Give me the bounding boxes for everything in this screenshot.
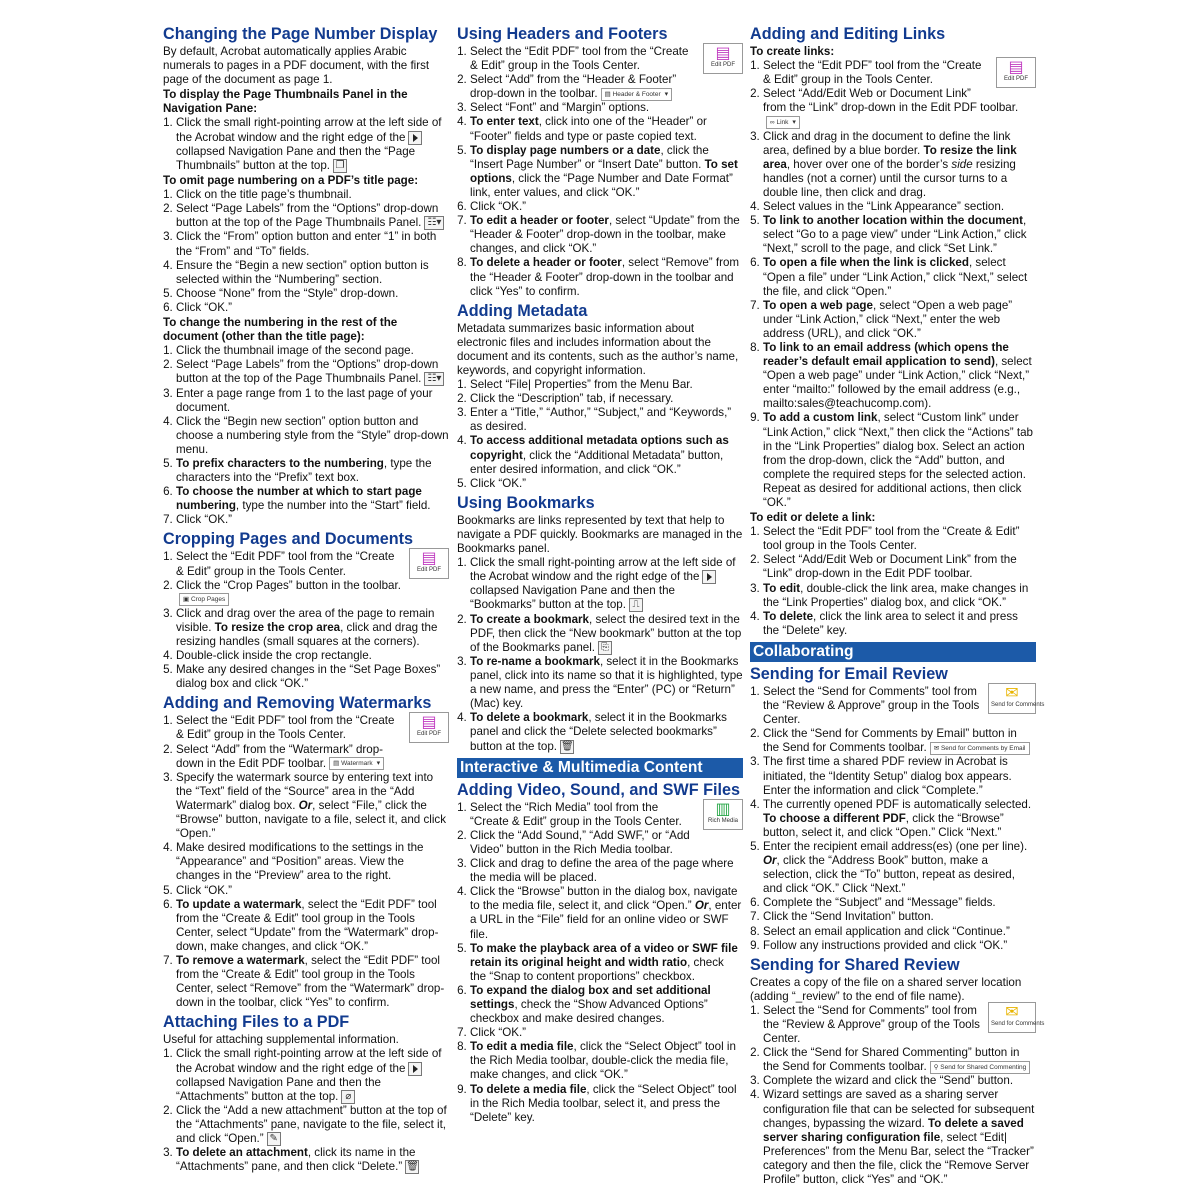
- section-title: Using Bookmarks: [457, 493, 595, 512]
- list-item: 4. To access additional metadata options such as copyright, click the “Additional Metadata” button, enter desired information, and click “OK.”: [470, 434, 743, 476]
- list-item: 2. Select “Add” from the “Watermark” drop-down in the Edit PDF toolbar. ▤ Watermark ▾: [176, 743, 449, 771]
- section-email-review: [750, 664, 1045, 953]
- section-bar-collaborating: Collaborating: [750, 642, 1036, 662]
- list-item: 4. Select values in the “Link Appearance” section.: [763, 200, 1036, 214]
- list-item: 6. Click “OK.”: [470, 200, 743, 214]
- watermark-dropdown-icon: ▤ Watermark ▾: [329, 757, 384, 770]
- list-item: 9. To delete a media file, click the “Select Object” tool in the Rich Media toolbar, select it, and press the “Delete” key.: [470, 1083, 743, 1125]
- section-title: Sending for Shared Review: [750, 955, 960, 974]
- bookmark-icon: ⎍: [629, 598, 643, 612]
- section-title: Adding and Removing Watermarks: [163, 694, 432, 713]
- steps-list: [457, 556, 743, 754]
- section-title: Sending for Email Review: [750, 664, 948, 683]
- list-item: 2. To create a bookmark, select the desired text in the PDF, then click the “New bookmark” button at the top of the Bookmarks panel. ⎘: [470, 613, 743, 655]
- section-bar-interactive: Interactive & Multimedia Content: [457, 758, 743, 778]
- edit-pdf-icon: 1. ▤ Edit PDF: [996, 57, 1036, 88]
- list-item: 1. ▤ Edit PDF Select the “Edit PDF” tool from the “Create & Edit” group in the Tools Center.: [176, 714, 449, 742]
- list-item: 2. Click the “Add Sound,” “Add SWF,” or “Add Video” button in the Rich Media toolbar.: [470, 829, 743, 857]
- list-item: 8. To edit a media file, click the “Select Object” tool in the Rich Media toolbar, double-click the media file, make changes, and click “OK.”: [470, 1040, 743, 1082]
- list-item: 3. Select “Font” and “Margin” options.: [470, 101, 743, 115]
- section-shared-review: [750, 955, 1045, 1187]
- steps-list: [163, 344, 449, 527]
- rich-media-icon: 1. ▥ Rich Media: [703, 799, 743, 830]
- column-3: [750, 22, 1045, 1187]
- list-item: 7. To edit a header or footer, select “Update” from the “Header & Footer” drop-down in the toolbar, make changes, and click “OK.”: [470, 214, 743, 256]
- list-item: 2. Select “Add/Edit Web or Document Link” from the “Link” drop-down in the Edit PDF toolbar.∞ Link ▾: [763, 87, 1036, 129]
- list-item: 2. Select “Add” from the “Header & Footer” drop-down in the toolbar. ▤ Header & Footer ▾: [470, 73, 743, 101]
- paragraph: By default, Acrobat automatically applies Arabic numerals to pages in a PDF document, with the first page of the document as page 1.: [163, 45, 430, 87]
- paragraph: Metadata summarizes basic information about electronic files and includes information about the document and its contents, such as the author’s name, keywords, and copyright information.: [457, 321, 739, 377]
- list-item: 3. To re-name a bookmark, select it in the Bookmarks panel, click into its name so that it is highlighted, type a new name, and press the “Enter” (PC) or “Return” (Mac) key.: [470, 655, 743, 711]
- list-item: 2. Select “Page Labels” from the “Options” drop-down button at the top of the Page Thumbnails Panel. ☷▾: [176, 358, 449, 386]
- subheading: To edit or delete a link:: [750, 511, 876, 525]
- page-thumbnails-icon: ❐: [333, 159, 347, 173]
- list-item: 1. Select “File| Properties” from the Menu Bar.: [470, 378, 743, 392]
- list-item: 1. Click the small right-pointing arrow at the left side of the Acrobat window and the right edge of the collapsed Navigation Pane and then the “Page Thumbnails” button at the top. ❐: [176, 116, 449, 173]
- list-item: 5. Choose “None” from the “Style” drop-down.: [176, 287, 449, 301]
- section-bookmarks: [457, 494, 743, 754]
- list-item: 1. Click the small right-pointing arrow at the left side of the Acrobat window and the right edge of the collapsed Navigation Pane and then the “Bookmarks” button at the top. ⎍: [470, 556, 743, 613]
- list-item: 3. Specify the watermark source by entering text into the “Text” field of the “Source” area in the “Add Watermark” dialog box. Or, select “File,” click the “Browse” button, navigate to a file, select it, and click “Open.”: [176, 771, 449, 841]
- steps-list: [163, 1047, 449, 1174]
- section-title: Using Headers and Footers: [457, 25, 668, 43]
- list-item: 8. To delete a header or footer, select “Remove” from the “Header & Footer” drop-down in the toolbar and click “Yes” to confirm.: [470, 256, 743, 298]
- trash-icon: 🗑: [561, 740, 574, 752]
- list-item: 4. Double-click inside the crop rectangle.: [176, 649, 449, 663]
- steps-list: [163, 714, 449, 1010]
- send-for-comments-icon: 1. ✉ Send for Comments: [988, 683, 1036, 714]
- section-title: Adding Metadata: [457, 301, 588, 320]
- paperclip-icon: ⌀: [341, 1090, 355, 1104]
- steps-list: [750, 684, 1045, 953]
- steps-list: [163, 550, 449, 691]
- list-item: 4. Click the “Begin new section” option button and choose a numbering style from the “Style” drop-down menu.: [176, 415, 449, 457]
- list-item: 5. Click “OK.”: [470, 477, 743, 491]
- paragraph: Bookmarks are links represented by text that help to navigate a PDF quickly. Bookmarks are managed in the Bookmarks panel.: [457, 513, 743, 555]
- steps-list: [457, 378, 743, 491]
- column-1: [163, 22, 449, 1175]
- list-item: 7. Click the “Send Invitation” button.: [763, 910, 1036, 924]
- steps-list: [163, 188, 449, 315]
- section-media: [457, 781, 743, 1125]
- list-item: 3. Enter a page range from 1 to the last page of your document.: [176, 387, 449, 415]
- send-for-comments-by-email-icon: ✉ Send for Comments by Email: [930, 742, 1030, 755]
- list-item: 2. Click the “Description” tab, if necessary.: [470, 392, 743, 406]
- list-item: 3. Click the “From” option button and enter “1” in both the “From” and “To” fields.: [176, 230, 449, 258]
- list-item: 4. To delete a bookmark, select it in the Bookmarks panel and click the “Delete selected bookmarks” button at the top. 🗑: [470, 711, 743, 753]
- list-item: 6. To expand the dialog box and set additional settings, check the “Show Advanced Options” checkbox and make desired changes.: [470, 984, 743, 1026]
- list-item: 9. To add a custom link, select “Custom link” under “Link Action,” click “Next,” then click the “Actions” tab in the “Link Properties” dialog box. Select an action from the drop-down, click the “Add” button, and complete the required steps for the selected action. Repeat as desired for additional actions, then click “OK.”: [763, 411, 1036, 510]
- list-item: 1. ✉ Send for Comments Select the “Send for Comments” tool from the “Review & Approve” group in the Tools Center.: [763, 685, 1036, 727]
- edit-pdf-icon: 1. ▤ Edit PDF: [703, 43, 743, 74]
- subheading: To change the numbering in the rest of the document (other than the title page):: [163, 315, 398, 344]
- paragraph: Creates a copy of the file on a shared server location (adding “_review” to the end of file name).: [750, 975, 1022, 1003]
- list-item: 7. Click “OK.”: [470, 1026, 743, 1040]
- list-item: 8. To link to an email address (which opens the reader’s default email application to send), select “Open a web page” under “Link Action,” click “Next,” enter “mailto:” followed by the email address (e.g., mailto:sales@teachucomp.com).: [763, 341, 1036, 411]
- add-attachment-icon: ✎: [267, 1132, 281, 1146]
- list-item: 6. To open a file when the link is clicked, select “Open a file” under “Link Action,” click “Next,” select the file, and click “Open.”: [763, 256, 1036, 298]
- list-item: 4. To enter text, click into one of the “Header” or “Footer” fields and type or paste copied text.: [470, 115, 743, 143]
- link-dropdown-icon: ∞ Link ▾: [766, 116, 800, 129]
- list-item: 1. Select the “Edit PDF” tool from the “Create & Edit” tool group in the Tools Center.: [763, 525, 1036, 553]
- list-item: 2. Click the “Send for Comments by Email” button in the Send for Comments toolbar. ✉ Send for Comments by Email: [763, 727, 1036, 755]
- list-item: 9. Follow any instructions provided and click “OK.”: [763, 939, 1036, 953]
- list-item: 4. Make desired modifications to the settings in the “Appearance” and “Position” areas. View the changes in the “Preview” area to the right.: [176, 841, 449, 883]
- list-item: 1. ▤ Edit PDF Select the “Edit PDF” tool from the “Create & Edit” group in the Tools Center.: [176, 550, 449, 578]
- edit-pdf-icon: 1. ▤ Edit PDF: [409, 548, 449, 579]
- steps-list: [750, 59, 1036, 510]
- send-for-shared-commenting-icon: ⚲ Send for Shared Commenting: [930, 1061, 1031, 1074]
- list-item: 1. ▤ Edit PDF Select the “Edit PDF” tool from the “Create & Edit” group in the Tools Center.: [470, 45, 743, 73]
- section-links: [750, 25, 1036, 638]
- section-title: Adding and Editing Links: [750, 25, 946, 43]
- list-item: 4. Wizard settings are saved as a sharing server configuration file that can be selected for subsequent changes, bypassing the wizard. To delete a saved server sharing configuration file, select “Edit| Preferences” from the Menu Bar, select the “Tracker” category and then the file, click the “Remove Server Profile” button, click “Yes” and “OK.”: [763, 1088, 1036, 1187]
- list-item: 1. ▤ Edit PDF Select the “Edit PDF” tool from the “Create & Edit” group in the Tools Center.: [763, 59, 1036, 87]
- list-item: 4. To delete, click the link area to select it and press the “Delete” key.: [763, 610, 1036, 638]
- steps-list: [457, 801, 743, 1125]
- section-title: Cropping Pages and Documents: [163, 530, 414, 549]
- list-item: 6. To choose the number at which to start page numbering, type the number into the “Start” field.: [176, 485, 449, 513]
- list-item: 3. Click and drag over the area of the page to remain visible. To resize the crop area, click and drag the resizing handles (small squares at the corners).: [176, 607, 449, 649]
- list-item: 1. Click the small right-pointing arrow at the left side of the Acrobat window and the right edge of the collapsed Navigation Pane and then the “Attachments” button at the top. ⌀: [176, 1047, 449, 1104]
- expand-arrow-icon: [408, 1062, 422, 1076]
- subheading: To omit page numbering on a PDF’s title page:: [163, 173, 419, 187]
- list-item: 5. Make any desired changes in the “Set Page Boxes” dialog box and click “OK.”: [176, 663, 449, 691]
- list-item: 4. Ensure the “Begin a new section” option button is selected within the “Numbering” section.: [176, 259, 449, 287]
- trash-icon: 🗑: [406, 1161, 419, 1173]
- list-item: 5. To display page numbers or a date, click the “Insert Page Number” or “Insert Date” button. To set options, click the “Page Number and Date Format” link, enter values, and click “OK.”: [470, 144, 743, 200]
- list-item: 8. Select an email application and click “Continue.”: [763, 925, 1036, 939]
- subheading: To display the Page Thumbnails Panel in the Navigation Pane:: [163, 88, 408, 116]
- crop-pages-icon: ▣ Crop Pages: [179, 593, 229, 606]
- edit-pdf-icon: 1. ▤ Edit PDF: [409, 712, 449, 743]
- steps-list: [163, 116, 449, 173]
- list-item: 3. Click and drag in the document to define the link area, defined by a blue border. To resize the link area, hover over one of the border’s side resizing handles (not a corner) until the cursor turns to a double line, then click and drag.: [763, 130, 1036, 200]
- list-item: 5. Click “OK.”: [176, 884, 449, 898]
- steps-list: [750, 525, 1036, 638]
- list-item: 2. Click the “Add a new attachment” button at the top of the “Attachments” pane, navigate to the file, select it, and click “Open.” ✎: [176, 1104, 449, 1146]
- header-footer-dropdown-icon: ▤ Header & Footer ▾: [601, 88, 673, 101]
- list-item: 1. ✉ Send for Comments Select the “Send for Comments” tool from the “Review & Approve” group of the Tools Center.: [763, 1004, 1036, 1046]
- list-item: 3. Complete the wizard and click the “Send” button.: [763, 1074, 1036, 1088]
- steps-list: [750, 1003, 1045, 1187]
- list-item: 3. To delete an attachment, click its name in the “Attachments” pane, and then click “Delete.” 🗑: [176, 1146, 449, 1174]
- list-item: 4. The currently opened PDF is automatically selected. To choose a different PDF, click the “Browse” button, select it, and click “Open.” Click “Next.”: [763, 798, 1036, 840]
- section-headers-footers: [457, 25, 743, 299]
- section-title: Changing the Page Number Display: [163, 25, 438, 43]
- section-metadata: [457, 302, 743, 491]
- list-item: 5. To prefix characters to the numbering, type the characters into the “Prefix” text box.: [176, 457, 449, 485]
- section-attachments: [163, 1013, 449, 1174]
- list-item: 5. To link to another location within the document, select “Go to a page view” under “Link Action,” click “Next,” scroll to the page, and click “Set Link.”: [763, 214, 1036, 256]
- section-page-number: [163, 25, 449, 527]
- section-watermarks: [163, 694, 449, 1010]
- list-item: 7. To remove a watermark, select the “Edit PDF” tool from the “Create & Edit” tool group in the Tools Center, select “Remove” from the “Watermark” drop-down in the toolbar, click “Yes” to confirm.: [176, 954, 449, 1010]
- list-item: 3. Click and drag to define the area of the page where the media will be placed.: [470, 857, 743, 885]
- subheading: To create links:: [750, 45, 835, 58]
- list-item: 2. Click the “Send for Shared Commenting” button in the Send for Comments toolbar. ⚲ Send for Shared Commenting: [763, 1046, 1036, 1074]
- new-bookmark-icon: ⎘: [598, 641, 612, 655]
- list-item: 3. To edit, double-click the link area, make changes in the “Link Properties” dialog box, and click “OK.”: [763, 582, 1036, 610]
- options-dropdown-icon: ☷▾: [424, 216, 444, 230]
- list-item: 2. Select “Add/Edit Web or Document Link” from the “Link” drop-down in the Edit PDF toolbar.: [763, 553, 1036, 581]
- list-item: 1. Click the thumbnail image of the second page.: [176, 344, 449, 358]
- section-title: Adding Video, Sound, and SWF Files: [457, 780, 740, 799]
- steps-list: [457, 45, 743, 299]
- column-2: [457, 22, 743, 1125]
- list-item: 6. Complete the “Subject” and “Message” fields.: [763, 896, 1036, 910]
- section-title: Attaching Files to a PDF: [163, 1013, 350, 1032]
- list-item: 6. To update a watermark, select the “Edit PDF” tool from the “Create & Edit” tool group in the Tools Center, select “Update” from the “Watermark” drop-down, make changes, and click “OK.”: [176, 898, 449, 954]
- paragraph: Useful for attaching supplemental information.: [163, 1033, 399, 1047]
- list-item: 5. Enter the recipient email address(es) (one per line). Or, click the “Address Book” button, make a selection, click the “To” button, repeat as desired, and click “OK.” Click “Next.”: [763, 840, 1036, 896]
- list-item: 3. Enter a “Title,” “Author,” “Subject,” and “Keywords,” as desired.: [470, 406, 743, 434]
- list-item: 7. To open a web page, select “Open a web page” under “Link Action,” click “Next,” enter the web address (URL), and click “OK.”: [763, 299, 1036, 341]
- section-cropping: [163, 530, 449, 691]
- list-item: 6. Click “OK.”: [176, 301, 449, 315]
- send-for-comments-icon: 1. ✉ Send for Comments: [988, 1002, 1036, 1033]
- options-dropdown-icon: ☷▾: [424, 372, 444, 386]
- list-item: 2. Select “Page Labels” from the “Options” drop-down button at the top of the Page Thumbnails Panel. ☷▾: [176, 202, 449, 230]
- list-item: 3. The first time a shared PDF review in Acrobat is initiated, the “Identity Setup” dialog box appears. Enter the information and click “Complete.”: [763, 755, 1036, 797]
- list-item: 1. Click on the title page’s thumbnail.: [176, 188, 449, 202]
- expand-arrow-icon: [408, 131, 422, 145]
- expand-arrow-icon: [702, 570, 716, 584]
- list-item: 4. Click the “Browse” button in the dialog box, navigate to the media file, select it, and click “Open.” Or, enter a URL in the “File” field for an online video or SWF file.: [470, 885, 743, 941]
- list-item: 1. ▥ Rich Media Select the “Rich Media” tool from the “Create & Edit” group in the Tools Center.: [470, 801, 743, 829]
- list-item: 5. To make the playback area of a video or SWF file retain its original height and width ratio, check the “Snap to content proportions” checkbox.: [470, 942, 743, 984]
- list-item: 7. Click “OK.”: [176, 513, 449, 527]
- list-item: 2. Click the “Crop Pages” button in the toolbar.▣ Crop Pages: [176, 579, 449, 607]
